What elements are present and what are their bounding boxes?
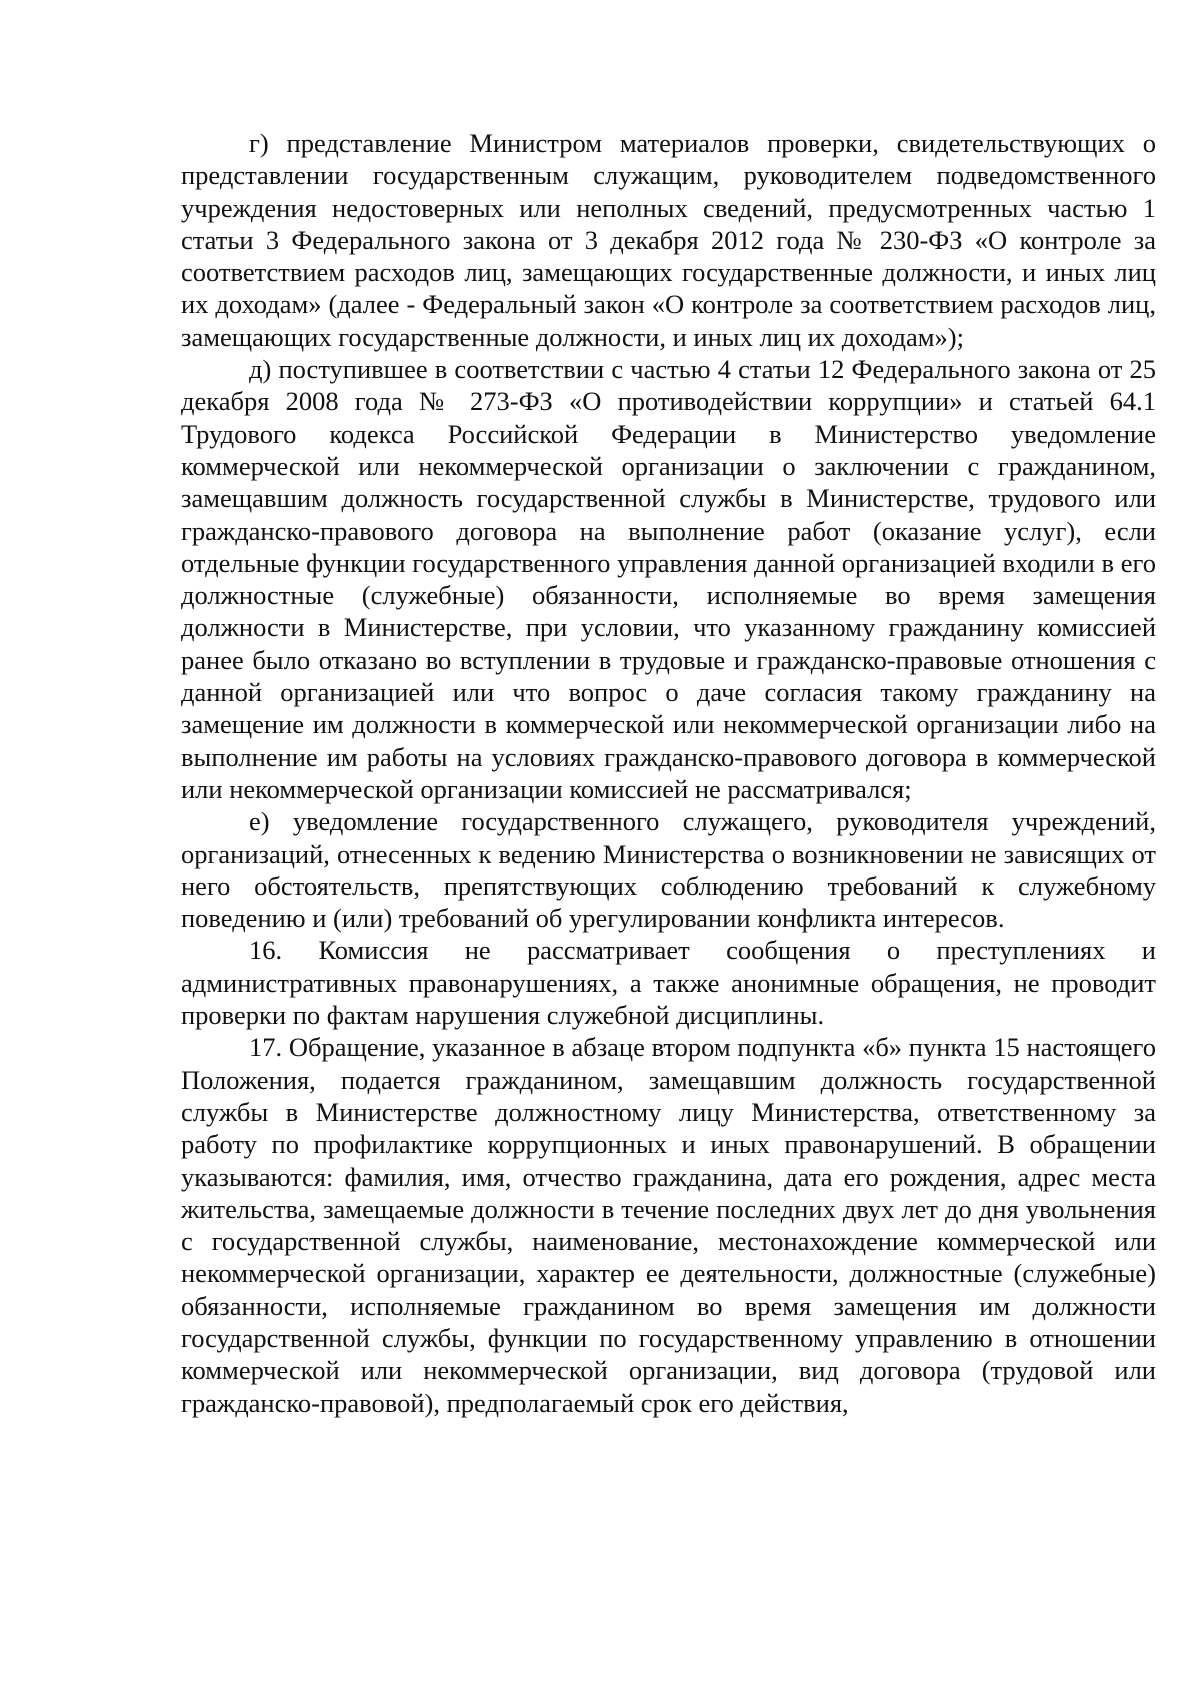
paragraph-e: е) уведомление государственного служащего, руководителя учреждений, организаций, отнесенных к ведению Министерства о возникновении не зависящих от него обстоятельств, препятствующих соблюдению требований к служебному поведению и (или) требований об урегулировании конфликта интересов. — [181, 806, 1156, 934]
paragraph-17: 17. Обращение, указанное в абзаце втором подпункта «б» пункта 15 настоящего Положения, подается гражданином, замещавшим должность государственной службы в Министерстве должностному лицу Министерства, ответственному за работу по профилактике коррупционных и иных правонарушений. В обращении указываются: фамилия, имя, отчество гражданина, дата его рождения, адрес места жительства, замещаемые должности в течение последних двух лет до дня увольнения с государственной службы, наименование, местонахождение коммерческой или некоммерческой организации, характер ее деятельности, должностные (служебные) обязанности, исполняемые гражданином во время замещения им должности государственной службы, функции по государственному управлению в отношении коммерческой или некоммерческой организации, вид договора (трудовой или гражданско-правовой), предполагаемый срок его действия, — [181, 1032, 1156, 1418]
document-body — [181, 127, 1156, 1419]
paragraph-d: д) поступившее в соответствии с частью 4 статьи 12 Федерального закона от 25 декабря 2008 года № 273-ФЗ «О противодействии коррупции» и статьей 64.1 Трудового кодекса Российской Федерации в Министерство уведомление коммерческой или некоммерческой организации о заключении с гражданином, замещавшим должность государственной службы в Министерстве, трудового или гражданско-правового договора на выполнение работ (оказание услуг), если отдельные функции государственного управления данной организацией входили в его должностные (служебные) обязанности, исполняемые во время замещения должности в Министерстве, при условии, что указанному гражданину комиссией ранее было отказано во вступлении в трудовые и гражданско-правовые отношения с данной организацией или что вопрос о даче согласия такому гражданину на замещение им должности в коммерческой или некоммерческой организации либо на выполнение им работы на условиях гражданско-правового договора в коммерческой или некоммерческой организации комиссией не рассматривался; — [181, 354, 1156, 804]
paragraph-16: 16. Комиссия не рассматривает сообщения о преступлениях и административных правонарушениях, а также анонимные обращения, не проводит проверки по фактам нарушения служебной дисциплины. — [181, 935, 1156, 1031]
paragraph-g: г) представление Министром материалов проверки, свидетельствующих о представлении государственным служащим, руководителем подведомственного учреждения недостоверных или неполных сведений, предусмотренных частью 1 статьи 3 Федерального закона от 3 декабря 2012 года № 230-ФЗ «О контроле за соответствием расходов лиц, замещающих государственные должности, и иных лиц их доходам» (далее - Федеральный закон «О контроле за соответствием расходов лиц, замещающих государственные должности, и иных лиц их доходам»); — [181, 128, 1156, 352]
